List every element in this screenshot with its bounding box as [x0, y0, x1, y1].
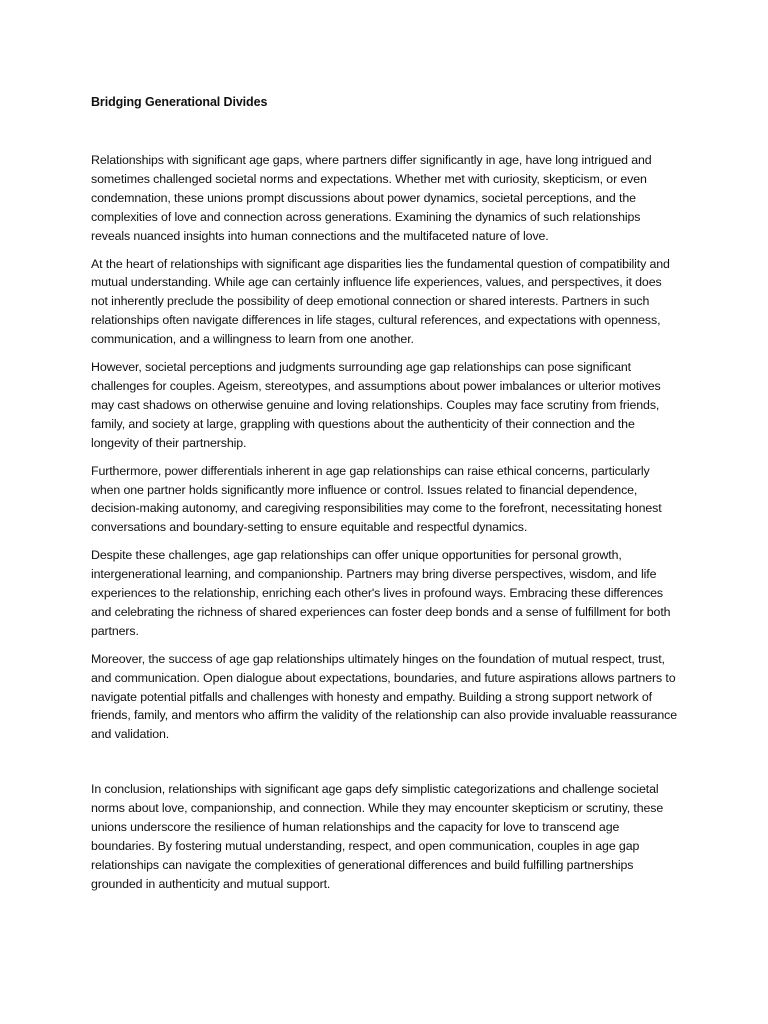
document-title: Bridging Generational Divides: [91, 95, 268, 109]
paragraph-conclusion: In conclusion, relationships with significant age gaps defy simplistic categorizations and challenge societal norms about love, companionship, and connection. While they may encounter skepticism or scrutiny, these unions underscore the resilience of human relationships and the capacity for love to transcend age boundaries. By fostering mutual understanding, respect, and open communication, couples in age gap relationships can navigate the complexities of generational differences and build fulfilling partnerships grounded in authenticity and mutual support.: [91, 782, 664, 891]
paragraph-opportunities: Despite these challenges, age gap relationships can offer unique opportunities for personal growth, intergenerational learning, and companionship. Partners may bring diverse perspectives, wisdom, and life experiences to the relationship, enriching each other's lives in profound ways. Embracing these differences and celebrating the richness of shared experiences can foster deep bonds and a sense of fulfillment for both partners.: [91, 548, 671, 638]
paragraph-mutual-respect: Moreover, the success of age gap relationships ultimately hinges on the foundation of mutual respect, trust, and communication. Open dialogue about expectations, boundaries, and future aspirations allows partners to navigate potential pitfalls and challenges with honesty and empathy. Building a strong support network of friends, family, and mentors who affirm the validity of the relationship can also provide invaluable reassurance and validation.: [91, 651, 677, 742]
paragraph-power-differentials: Furthermore, power differentials inherent in age gap relationships can raise ethical concerns, particularly when one partner holds significantly more influence or control. Issues related to financial dependence, decision-making autonomy, and caregiving responsibilities may come to the forefront, necessitating honest conversations and boundary-setting to ensure equitable and respectful dynamics.: [91, 463, 662, 535]
paragraph-compatibility: At the heart of relationships with significant age disparities lies the fundamental question of compatibility and mutual understanding. While age can certainly influence life experiences, values, and perspectives, it does not inherently preclude the possibility of deep emotional connection or shared interests. Partners in such relationships often navigate differences in life stages, cultural references, and expectations with openness, communication, and a willingness to learn from one another.: [91, 256, 670, 347]
paragraph-intro: Relationships with significant age gaps, where partners differ significantly in age, have long intrigued and sometimes challenged societal norms and expectations. Whether met with curiosity, skepticism, or even condemnation, these unions prompt discussions about power dynamics, societal perceptions, and the complexities of love and connection across generations. Examining the dynamics of such relationships reveals nuanced insights into human connections and the multifaceted nature of love.: [91, 153, 652, 243]
paragraph-societal-perceptions: However, societal perceptions and judgments surrounding age gap relationships can pose significant challenges for couples. Ageism, stereotypes, and assumptions about power imbalances or ulterior motives may cast shadows on otherwise genuine and loving relationships. Couples may face scrutiny from friends, family, and society at large, grappling with questions about the authenticity of their connection and the longevity of their partnership.: [91, 360, 661, 450]
document-body: [91, 93, 681, 903]
